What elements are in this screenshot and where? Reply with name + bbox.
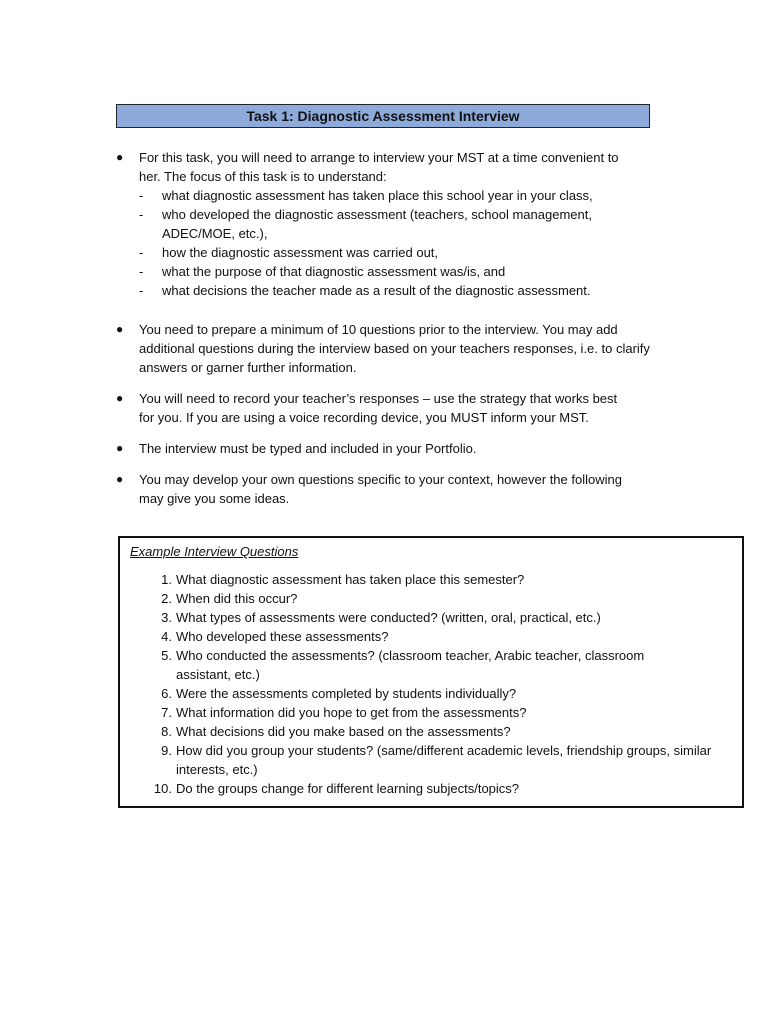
bullet-text: For this task, you will need to arrange to interview your MST at a time convenient to her. The focus of this task is to understand: bbox=[139, 150, 619, 184]
instruction-list bbox=[114, 148, 674, 520]
question-item: 10. Do the groups change for different learning subjects/topics? bbox=[153, 781, 520, 796]
question-item: 3. What types of assessments were conducted? (written, oral, practical, etc.) bbox=[161, 610, 601, 625]
question-item: 1. What diagnostic assessment has taken place this semester? bbox=[161, 572, 525, 587]
question-item: 9. How did you group your students? (same/different academic levels, friendship groups, similar interests, etc.) bbox=[161, 743, 712, 777]
question-item: 2. When did this occur? bbox=[161, 591, 298, 606]
bullet-icon: ● bbox=[116, 441, 124, 455]
bullet-icon: ● bbox=[116, 391, 124, 405]
bullet-icon: ● bbox=[116, 322, 124, 336]
sub-item: - what decisions the teacher made as a result of the diagnostic assessment. bbox=[139, 283, 591, 298]
bullet-item-prepare-questions bbox=[114, 320, 674, 377]
question-item: 6. Were the assessments completed by students individually? bbox=[161, 686, 517, 701]
sub-item: - what diagnostic assessment has taken place this school year in your class, bbox=[139, 188, 593, 203]
bullet-text: The interview must be typed and included in your Portfolio. bbox=[139, 441, 477, 456]
bullet-text: You will need to record your teacher’s responses – use the strategy that works best for you. If you are using a voice recording device, you MUST inform your MST. bbox=[139, 391, 618, 425]
bullet-icon: ● bbox=[116, 150, 124, 164]
bullet-item-record-responses bbox=[114, 389, 674, 427]
bullet-item-typed-portfolio bbox=[114, 439, 674, 458]
task-title: Task 1: Diagnostic Assessment Interview bbox=[116, 104, 650, 128]
bullet-item-own-questions bbox=[114, 470, 674, 508]
bullet-text: You may develop your own questions specific to your context, however the following may give you some ideas. bbox=[139, 472, 622, 506]
focus-sub-list bbox=[139, 186, 674, 300]
sub-item: - how the diagnostic assessment was carried out, bbox=[139, 245, 439, 260]
question-item: 8. What decisions did you make based on the assessments? bbox=[161, 724, 511, 739]
example-questions-box bbox=[118, 536, 744, 808]
bullet-icon: ● bbox=[116, 472, 124, 486]
question-item: 5. Who conducted the assessments? (classroom teacher, Arabic teacher, classroom assistant, etc.) bbox=[161, 648, 645, 682]
question-item: 4. Who developed these assessments? bbox=[161, 629, 389, 644]
sub-item: - what the purpose of that diagnostic assessment was/is, and bbox=[139, 264, 506, 279]
bullet-text: You need to prepare a minimum of 10 questions prior to the interview. You may add additional questions during the interview based on your teachers responses, i.e. to clarify answers or garner further information. bbox=[139, 322, 650, 375]
question-list bbox=[120, 570, 730, 798]
question-item: 7. What information did you hope to get from the assessments? bbox=[161, 705, 527, 720]
sub-item: - who developed the diagnostic assessment (teachers, school management, ADEC/MOE, etc.), bbox=[139, 207, 592, 241]
example-heading: Example Interview Questions bbox=[130, 544, 299, 559]
bullet-item-arrange-interview bbox=[114, 148, 674, 300]
